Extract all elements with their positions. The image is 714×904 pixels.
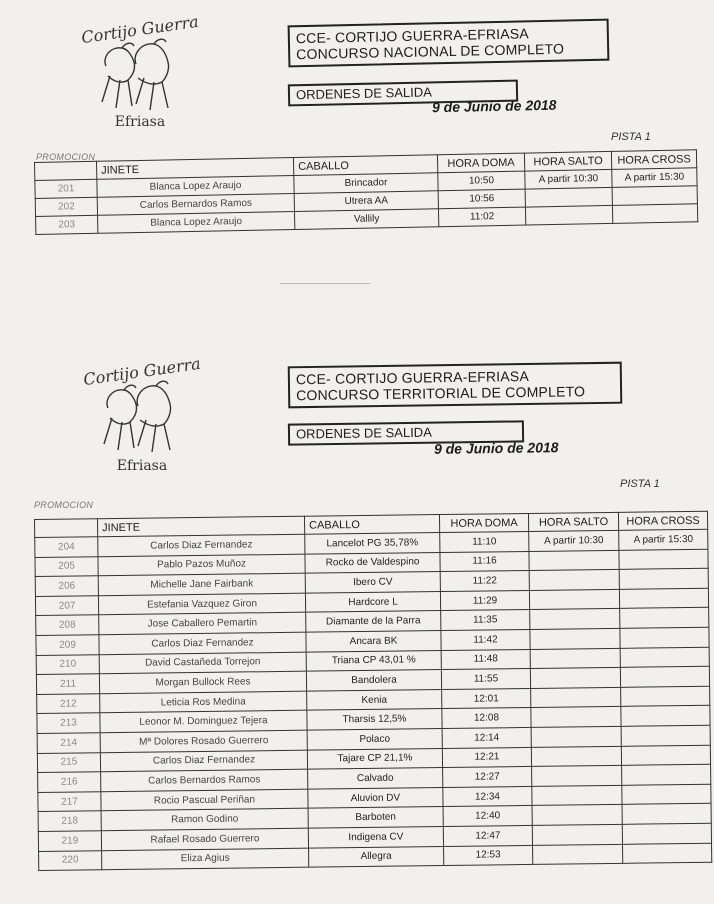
rider-name: Ramon Godino [101, 808, 308, 830]
header-number [35, 519, 98, 538]
title-line-1: CCE- CORTIJO GUERRA-EFRIASA [295, 25, 530, 47]
dressage-time: 11:22 [440, 571, 529, 592]
title-box [288, 19, 610, 68]
cross-time [622, 804, 711, 825]
category-label: PROMOCION [36, 152, 96, 162]
rider-number: 212 [37, 693, 100, 713]
cross-time [621, 745, 710, 766]
cross-time [622, 784, 711, 805]
horse-name: Allegra [309, 846, 444, 867]
cross-time [620, 647, 709, 668]
rider-number: 215 [37, 752, 100, 772]
rider-number: 201 [35, 179, 97, 198]
logo-arc-text: Cortijo Guerra [82, 353, 202, 390]
horse-name: Brincador [294, 173, 438, 194]
dressage-time: 10:50 [438, 171, 525, 191]
cross-time: A partir 15:30 [612, 168, 697, 188]
horse-name: Lancelot PG 35,78% [305, 533, 440, 554]
cross-time [619, 568, 708, 589]
dressage-time: 12:01 [442, 688, 531, 709]
dressage-time: 11:48 [441, 649, 530, 670]
jumping-time [533, 844, 623, 865]
rider-name: Carlos Diaz Fernandez [98, 534, 305, 556]
rider-name: Rafael Rosado Guerrero [101, 828, 308, 850]
header-hora-salto: HORA SALTO [524, 151, 611, 171]
rider-name: Mª Dolores Rosado Guerrero [100, 730, 307, 752]
rider-name: Michelle Jane Fairbank [98, 573, 305, 595]
pista-label: PISTA 1 [620, 478, 660, 490]
dressage-time: 10:56 [438, 189, 525, 209]
horse-name: Ibero CV [305, 572, 440, 593]
jumping-time [530, 648, 620, 669]
rider-name: Leonor M. Dominguez Tejera [100, 711, 307, 733]
rider-number: 204 [35, 537, 98, 557]
header-caballo: CABALLO [304, 515, 439, 535]
rider-name: Estefania Vazquez Giron [98, 593, 305, 615]
rider-name: Blanca Lopez Araujo [98, 212, 295, 234]
cross-time [621, 686, 710, 707]
dressage-time: 12:27 [443, 767, 532, 788]
cross-time [620, 608, 709, 629]
header-hora-cross: HORA CROSS [618, 511, 707, 530]
jumping-time [532, 824, 622, 845]
horse-name: Rocko de Valdespino [305, 552, 440, 573]
rider-number: 205 [35, 556, 98, 576]
dressage-time: 12:40 [443, 806, 532, 827]
dressage-time: 12:14 [442, 727, 531, 748]
logo-brand: Efriasa [114, 114, 166, 130]
rider-name: Pablo Pazos Muñoz [98, 554, 305, 576]
rider-number: 217 [38, 791, 101, 811]
jumping-time [530, 628, 620, 649]
jumping-time [532, 785, 622, 806]
cross-time [622, 764, 711, 785]
horse-name: Calvado [308, 768, 443, 789]
horse-name: Barboten [308, 807, 443, 828]
jumping-time [532, 765, 622, 786]
header-hora-doma: HORA DOMA [437, 153, 524, 173]
cross-time [620, 666, 709, 687]
cross-time: A partir 15:30 [619, 529, 708, 550]
jumping-time: A partir 10:30 [529, 530, 619, 551]
dressage-time: 12:53 [444, 845, 533, 866]
dressage-time: 11:42 [441, 629, 530, 650]
dressage-time: 11:16 [440, 551, 529, 572]
ordenes-label: ORDENES DE SALIDA [295, 424, 432, 442]
horse-name: Tharsis 12,5% [307, 709, 442, 730]
rider-number: 202 [35, 197, 97, 216]
rider-name: Jose Caballero Pemartin [99, 613, 306, 635]
horse-name: Indigena CV [308, 826, 443, 847]
jumping-time [530, 609, 620, 630]
ordenes-label: ORDENES DE SALIDA [295, 84, 432, 103]
rider-number: 208 [36, 615, 99, 635]
dressage-time: 11:55 [441, 669, 530, 690]
cross-time [623, 843, 712, 864]
header-hora-salto: HORA SALTO [528, 512, 618, 531]
dressage-time: 12:34 [443, 786, 532, 807]
dressage-time: 11:02 [438, 207, 525, 227]
rider-name: Rocio Pascual Periñan [101, 789, 308, 811]
horse-name: Bandolera [306, 670, 441, 691]
dressage-time: 11:29 [440, 590, 529, 611]
rider-number: 220 [39, 850, 102, 870]
event-date: 9 de Junio de 2018 [431, 96, 557, 116]
jumping-time [529, 589, 619, 610]
header-jinete: JINETE [98, 516, 305, 537]
title-line-1: CCE- CORTIJO GUERRA-EFRIASA [295, 367, 530, 388]
cross-time [620, 627, 709, 648]
start-order-table [34, 511, 712, 871]
rider-number: 207 [35, 595, 98, 615]
jumping-time [531, 687, 621, 708]
horse-name: Kenia [307, 689, 442, 710]
horse-name: Hardcore L [305, 591, 440, 612]
cross-time [621, 706, 710, 727]
rider-name: Carlos Diaz Fernandez [99, 632, 306, 654]
rider-name: Morgan Bullock Rees [99, 671, 306, 693]
event-date: 9 de Junio de 2018 [433, 439, 559, 457]
title-line-2: CONCURSO NACIONAL DE COMPLETO [296, 40, 565, 63]
horse-name: Polaco [307, 728, 442, 749]
rider-name: Eliza Agius [102, 848, 309, 870]
jumping-time: A partir 10:30 [525, 169, 612, 189]
rider-name: Carlos Diaz Fernandez [100, 750, 307, 772]
jumping-time [530, 668, 620, 689]
rider-number: 210 [36, 654, 99, 674]
logo-brand: Efriasa [116, 458, 168, 474]
rider-number: 203 [36, 215, 98, 234]
title-line-2: CONCURSO TERRITORIAL DE COMPLETO [296, 383, 586, 404]
horse-name: Ancara BK [306, 631, 441, 652]
header-jinete: JINETE [96, 158, 293, 180]
rider-number: 216 [38, 772, 101, 792]
dressage-time: 11:10 [440, 531, 529, 552]
jumping-time [529, 550, 619, 571]
title-box [288, 362, 623, 409]
rider-number: 213 [37, 713, 100, 733]
cross-time [612, 204, 697, 224]
header-number [35, 161, 97, 180]
header-hora-doma: HORA DOMA [439, 513, 528, 532]
horse-name: Diamante de la Parra [306, 611, 441, 632]
cortijo-guerra-logo [70, 11, 210, 130]
horse-name: Tajare CP 21,1% [307, 748, 442, 769]
rider-name: Carlos Bernardos Ramos [97, 194, 294, 216]
horse-name: Aluvion DV [308, 787, 443, 808]
jumping-time [529, 570, 619, 591]
jumping-time [532, 805, 622, 826]
rider-name: Leticia Ros Medina [100, 691, 307, 713]
page-divider [280, 283, 370, 284]
rider-number: 218 [38, 811, 101, 831]
dressage-time: 12:21 [442, 747, 531, 768]
cross-time [612, 186, 697, 206]
rider-name: Blanca Lopez Araujo [97, 176, 294, 198]
horses-icon [92, 36, 188, 118]
cortijo-guerra-logo [72, 353, 212, 474]
cross-time [621, 725, 710, 746]
pista-label: PISTA 1 [611, 131, 651, 143]
rider-number: 211 [36, 674, 99, 694]
cross-time [619, 549, 708, 570]
dressage-time: 12:08 [442, 708, 531, 729]
jumping-time [525, 187, 612, 207]
rider-number: 214 [37, 733, 100, 753]
rider-name: David Castañeda Torrejon [99, 652, 306, 674]
dressage-time: 11:35 [441, 610, 530, 631]
horse-name: Triana CP 43,01 % [306, 650, 441, 671]
header-caballo: CABALLO [293, 155, 437, 176]
jumping-time [531, 746, 621, 767]
header-hora-cross: HORA CROSS [611, 150, 696, 170]
dressage-time: 12:47 [443, 825, 532, 846]
rider-number: 209 [36, 635, 99, 655]
horse-name: Utrera AA [294, 191, 438, 212]
horse-name: Vallily [294, 209, 438, 230]
rider-number: 206 [35, 576, 98, 596]
cross-time [619, 588, 708, 609]
rider-number: 219 [38, 831, 101, 851]
jumping-time [531, 707, 621, 728]
jumping-time [531, 726, 621, 747]
jumping-time [525, 205, 612, 225]
cross-time [622, 823, 711, 844]
rider-name: Carlos Bernardos Ramos [101, 769, 308, 791]
start-order-table [34, 149, 698, 235]
category-label: PROMOCION [34, 500, 94, 510]
horses-icon [94, 378, 190, 460]
logo-arc-text: Cortijo Guerra [80, 11, 200, 48]
